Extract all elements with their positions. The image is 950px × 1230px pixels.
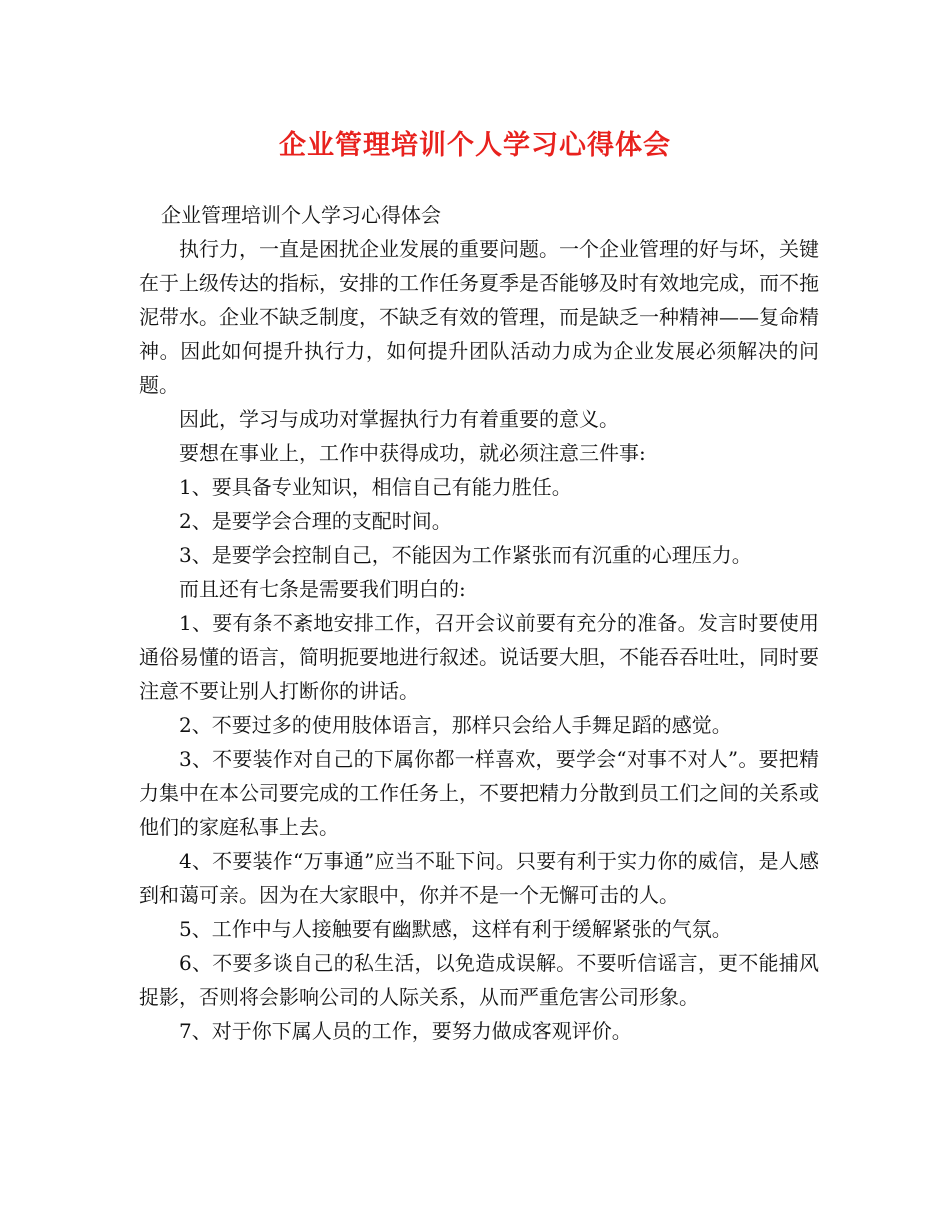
body-paragraph: 执行力，一直是困扰企业发展的重要问题。一个企业管理的好与坏，关键在于上级传达的指标，安排的工作任务夏季是否能够及时有效地完成，而不拖泥带水。企业不缺乏制度，不缺乏有效的管理，而是缺乏一种精神——复命精神。因此如何提升执行力，如何提升团队活动力成为企业发展必须解决的问题。 (139, 237, 819, 397)
list-item: 5、工作中与人接触要有幽默感，这样有利于缓解紧张的气氛。 (179, 917, 732, 941)
list-item: 7、对于你下属人员的工作，要努力做成客观评价。 (179, 1019, 632, 1043)
list-item: 1、要有条不紊地安排工作，召开会议前要有充分的准备。发言时要使用通俗易懂的语言，简明扼要地进行叙述。说话要大胆，不能吞吞吐吐，同时要注意不要让别人打断你的讲话。 (139, 611, 819, 703)
list-item: 1、要具备专业知识，相信自己有能力胜任。 (179, 475, 572, 499)
body-paragraph: 因此，学习与成功对掌握执行力有着重要的意义。 (179, 407, 619, 431)
list-item: 4、不要装作“万事通”应当不耻下问。只要有利于实力你的威信，是人感到和蔼可亲。因为在大家眼中，你并不是一个无懈可击的人。 (139, 849, 819, 907)
body-paragraph: 而且还有七条是需要我们明白的: (179, 577, 466, 601)
list-item: 2、是要学会合理的支配时间。 (179, 509, 452, 533)
list-item: 3、是要学会控制自己，不能因为工作紧张而有沉重的心理压力。 (179, 543, 752, 567)
subtitle-paragraph: 企业管理培训个人学习心得体会 (161, 203, 441, 227)
list-item: 6、不要多谈自己的私生活，以免造成误解。不要听信谣言，更不能捕风捉影，否则将会影响公司的人际关系，从而严重危害公司形象。 (139, 951, 819, 1009)
list-item: 3、不要装作对自己的下属你都一样喜欢，要学会“对事不对人”。要把精力集中在本公司要完成的工作任务上，不要把精力分散到员工们之间的关系或他们的家庭私事上去。 (139, 747, 819, 839)
document-title: 企业管理培训个人学习心得体会 (279, 130, 671, 161)
list-item: 2、不要过多的使用肢体语言，那样只会给人手舞足蹈的感觉。 (179, 713, 732, 737)
document-body (139, 198, 819, 1048)
body-paragraph: 要想在事业上，工作中获得成功，就必须注意三件事: (179, 441, 646, 465)
